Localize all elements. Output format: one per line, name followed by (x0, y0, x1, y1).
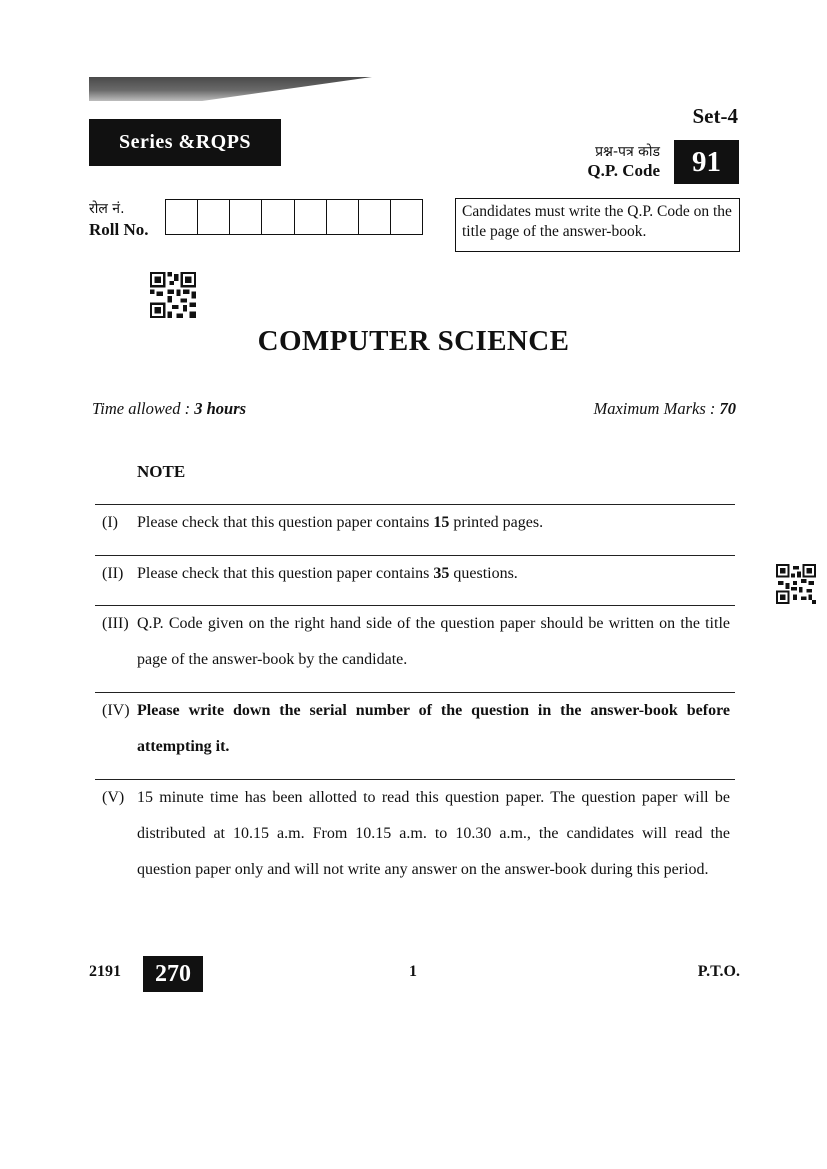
maximum-marks-label: Maximum Marks : (593, 399, 720, 418)
note-text-part: printed pages. (449, 514, 544, 531)
note-item (102, 780, 730, 888)
pto-label: P.T.O. (697, 963, 740, 980)
note-item-text (137, 556, 730, 592)
note-item-number: (IV) (102, 702, 130, 719)
note-text-part: questions. (449, 565, 518, 582)
note-text-part: Please check that this question paper contains (137, 514, 434, 531)
note-heading: NOTE (137, 462, 186, 481)
page-number: 1 (409, 963, 417, 980)
note-item (102, 606, 730, 678)
time-allowed-label: Time allowed : (92, 399, 195, 418)
roll-number-digit-box[interactable] (327, 200, 359, 234)
footer-code-badge: 270 (143, 956, 203, 992)
note-item (102, 556, 730, 592)
time-allowed (92, 399, 246, 419)
time-allowed-value: 3 hours (194, 399, 247, 418)
note-item-number: (II) (102, 565, 124, 582)
series-badge: Series &RQPS (89, 119, 281, 166)
note-item-text: Please write down the serial number of the question in the answer-book before attempting it. (137, 702, 730, 755)
roll-number-digit-box[interactable] (166, 200, 198, 234)
roll-number-label: Roll No. (89, 220, 149, 239)
qr-code-icon (150, 272, 196, 318)
maximum-marks-value: 70 (719, 399, 736, 418)
roll-number-digit-box[interactable] (262, 200, 294, 234)
maximum-marks (520, 399, 736, 419)
note-item-number: (I) (102, 514, 118, 531)
set-label: Set-4 (692, 104, 738, 128)
header-decorative-bar (89, 77, 372, 101)
roll-number-digit-box[interactable] (295, 200, 327, 234)
candidate-notice-box: Candidates must write the Q.P. Code on the title page of the answer-book. (455, 198, 740, 252)
qp-code-label: Q.P. Code (587, 161, 660, 180)
roll-number-label-hindi: रोल नं. (89, 201, 125, 217)
note-item-text: 15 minute time has been allotted to read this question paper. The question paper will be distributed at 10.15 a.m. From 10.15 a.m. to 10.30 a.m., the candidates will read the question paper only and will not write any answer on the answer-book during this period. (137, 789, 730, 878)
note-item-text (137, 505, 730, 541)
qp-code-badge: 91 (674, 140, 739, 184)
roll-number-digit-box[interactable] (230, 200, 262, 234)
note-item-text: Q.P. Code given on the right hand side of the question paper should be written on the title page of the answer-book by the candidate. (137, 615, 730, 668)
footer-code: 2191 (89, 963, 121, 980)
roll-number-digit-box[interactable] (359, 200, 391, 234)
note-item-number: (V) (102, 789, 125, 806)
note-item (102, 505, 730, 541)
qr-code-icon (776, 564, 816, 604)
roll-number-boxes[interactable] (165, 199, 423, 235)
roll-number-digit-box[interactable] (391, 200, 422, 234)
roll-number-digit-box[interactable] (198, 200, 230, 234)
qp-code-label-hindi: प्रश्न-पत्र कोड (595, 144, 660, 160)
note-question-count: 35 (433, 565, 450, 582)
note-text-part: Please check that this question paper contains (137, 565, 434, 582)
paper-title: COMPUTER SCIENCE (257, 325, 570, 357)
note-page-count: 15 (433, 514, 450, 531)
note-item-number: (III) (102, 615, 129, 632)
note-item (102, 693, 730, 765)
